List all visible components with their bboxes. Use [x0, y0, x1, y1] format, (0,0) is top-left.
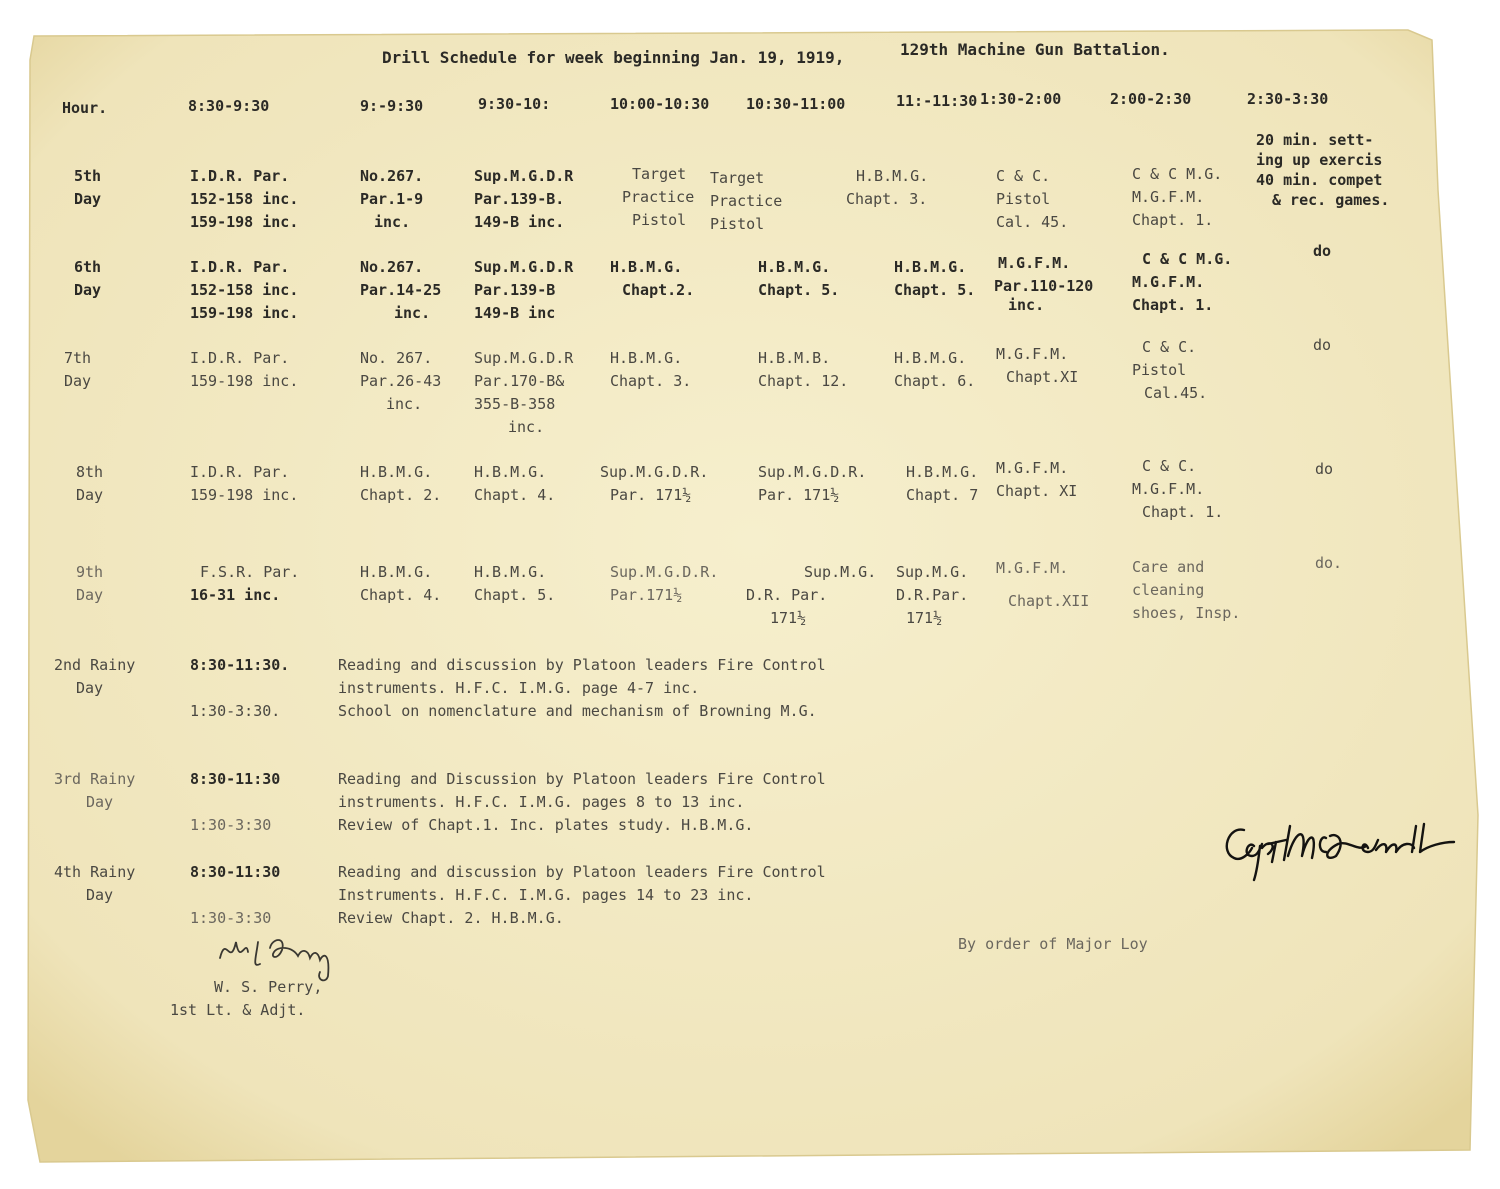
cell-line: C & C M.G. — [1142, 250, 1233, 268]
schedule-cell — [610, 347, 691, 393]
cell-line: Care and — [1132, 558, 1205, 576]
cell-line: Sup.M.G.D.R — [474, 258, 574, 276]
schedule-cell — [360, 165, 423, 234]
cell-line: Chapt. 3. — [610, 372, 692, 390]
rainy-time: 8:30-11:30 — [190, 863, 281, 881]
day-label: Day — [76, 679, 104, 697]
cell-line: Target — [632, 165, 687, 183]
cell-line: & rec. games. — [1272, 191, 1390, 209]
cell-line: No.267. — [360, 167, 424, 185]
cell-line: M.G.F.M. — [1132, 188, 1205, 206]
captain-signature-icon — [1218, 812, 1468, 884]
cell-line: inc. — [394, 304, 431, 322]
schedule-cell — [474, 561, 555, 607]
document-title: Drill Schedule for week beginning Jan. 19, 1919, — [382, 48, 845, 67]
cell-line: Par.26-43 — [360, 372, 442, 390]
cell-line: M.G.F.M. — [998, 254, 1071, 272]
cell-line: F.S.R. Par. — [200, 563, 300, 581]
schedule-cell — [610, 561, 718, 607]
schedule-cell — [894, 256, 975, 302]
cell-line: 16-31 inc. — [190, 586, 281, 604]
cell-line: 171½ — [906, 609, 943, 627]
cell-line: M.G.F.M. — [1132, 273, 1205, 291]
cell-line: Par. 171½ — [758, 486, 840, 504]
schedule-cell — [360, 461, 441, 507]
cell-line: I.D.R. Par. — [190, 167, 290, 185]
cell-line: Chapt. 5. — [474, 586, 556, 604]
cell-line: Chapt. 1. — [1142, 503, 1224, 521]
cell-line: C & C. — [996, 167, 1051, 185]
rainy-time: 1:30-3:30. — [190, 702, 281, 720]
day-label: Day — [86, 886, 114, 904]
schedule-cell — [758, 461, 866, 507]
time-col-2: 9:-9:30 — [360, 97, 424, 115]
day-label: 9th — [76, 563, 104, 581]
signatory-name: W. S. Perry, — [214, 978, 323, 996]
cell-line: inc. — [386, 395, 423, 413]
rainy-time: 8:30-11:30 — [190, 770, 281, 788]
cell-line: H.B.M.G. — [906, 463, 979, 481]
cell-line: 149-B inc. — [474, 213, 565, 231]
cell-line: Chapt.XII — [1008, 592, 1090, 610]
day-label: Day — [74, 190, 102, 208]
cell-line: H.B.M.G. — [856, 167, 929, 185]
cell-line: Sup.M.G.D.R. — [758, 463, 867, 481]
schedule-cell — [994, 252, 1093, 321]
cell-line: ing up exercis — [1256, 151, 1383, 169]
rainy-activity: Instruments. H.F.C. I.M.G. pages 14 to 23 inc. — [338, 886, 754, 904]
cell-line: Par.170-B& — [474, 372, 565, 390]
cell-line: H.B.M.G. — [894, 258, 967, 276]
rainy-activity: instruments. H.F.C. I.M.G. page 4-7 inc. — [338, 679, 700, 697]
time-col-7: 1:30-2:00 — [980, 90, 1062, 108]
cell-line: Chapt. 4. — [360, 586, 442, 604]
schedule-cell — [1132, 455, 1224, 524]
ditto-mark: do — [1315, 460, 1334, 478]
day-label: 4th Rainy — [54, 863, 136, 881]
time-col-3: 9:30-10: — [478, 95, 551, 113]
cell-line: inc. — [508, 418, 545, 436]
rainy-activity: Reading and Discussion by Platoon leaders Fire Control — [338, 770, 826, 788]
cell-line: 159-198 inc. — [190, 213, 299, 231]
cell-line: 171½ — [770, 609, 807, 627]
cell-line: H.B.M.G. — [610, 258, 683, 276]
schedule-cell — [190, 561, 300, 607]
schedule-cell — [360, 561, 441, 607]
cell-line: Pistol — [996, 190, 1051, 208]
schedule-cell — [996, 557, 1090, 610]
schedule-cell — [710, 167, 782, 236]
cell-line: Chapt.XI — [1006, 368, 1079, 386]
schedule-cell — [360, 256, 441, 325]
schedule-cell — [996, 165, 1068, 234]
rainy-activity: Review of Chapt.1. Inc. plates study. H.B.M.G. — [338, 816, 754, 834]
cell-line: 20 min. sett- — [1256, 131, 1374, 149]
cell-line: Par.110-120 — [994, 277, 1094, 295]
cell-line: M.G.F.M. — [996, 559, 1069, 577]
schedule-cell — [996, 343, 1079, 389]
cell-line: 159-198 inc. — [190, 304, 299, 322]
schedule-cell — [190, 165, 298, 234]
cell-line: I.D.R. Par. — [190, 349, 290, 367]
cell-line: Par.1-9 — [360, 190, 424, 208]
schedule-cell — [758, 347, 848, 393]
schedule-cell — [474, 347, 573, 439]
cell-line: 159-198 inc. — [190, 486, 299, 504]
day-label: Day — [74, 281, 102, 299]
day-label: Day — [76, 486, 104, 504]
cell-line: H.B.M.G. — [894, 349, 967, 367]
cell-line: H.B.M.G. — [360, 563, 433, 581]
cell-line: Par. 171½ — [610, 486, 692, 504]
cell-line: Target — [710, 169, 765, 187]
cell-line: 149-B inc — [474, 304, 556, 322]
cell-line: D.R. Par. — [746, 586, 828, 604]
cell-line: Chapt. 3. — [846, 190, 928, 208]
cell-line: shoes, Insp. — [1132, 604, 1241, 622]
cell-line: M.G.F.M. — [1132, 480, 1205, 498]
schedule-cell — [1132, 163, 1222, 232]
cell-line: M.G.F.M. — [996, 459, 1069, 477]
cell-line: I.D.R. Par. — [190, 258, 290, 276]
schedule-cell — [758, 256, 839, 302]
schedule-cell — [474, 256, 573, 325]
rainy-activity: Review Chapt. 2. H.B.M.G. — [338, 909, 564, 927]
schedule-cell — [190, 347, 298, 393]
cell-line: Pistol — [1132, 361, 1187, 379]
cell-line: Par.171½ — [610, 586, 683, 604]
schedule-cell — [622, 163, 694, 232]
time-col-4: 10:00-10:30 — [610, 95, 710, 113]
cell-line: Chapt.2. — [622, 281, 695, 299]
cell-line: No.267. — [360, 258, 424, 276]
cell-line: Sup.M.G.D.R — [474, 167, 574, 185]
schedule-cell — [896, 561, 968, 630]
rainy-activity: Reading and discussion by Platoon leaders Fire Control — [338, 863, 826, 881]
schedule-cell — [474, 165, 573, 234]
rainy-activity: Reading and discussion by Platoon leaders Fire Control — [338, 656, 826, 674]
day-label: 5th — [74, 167, 102, 185]
cell-line: H.B.M.G. — [360, 463, 433, 481]
cell-line: inc. — [374, 213, 411, 231]
cell-line: C & C. — [1142, 338, 1197, 356]
cell-line: cleaning — [1132, 581, 1205, 599]
cell-line: Chapt. 2. — [360, 486, 442, 504]
day-label: 8th — [76, 463, 104, 481]
rainy-activity: instruments. H.F.C. I.M.G. pages 8 to 13 inc. — [338, 793, 745, 811]
cell-line: Chapt. 5. — [758, 281, 840, 299]
cell-line: inc. — [1008, 296, 1045, 314]
day-label: Day — [86, 793, 114, 811]
schedule-cell — [610, 256, 695, 302]
rainy-time: 8:30-11:30. — [190, 656, 290, 674]
cell-line: Chapt. 4. — [474, 486, 556, 504]
ditto-mark: do — [1313, 242, 1332, 260]
time-col-1: 8:30-9:30 — [188, 97, 270, 115]
cell-line: Chapt. 12. — [758, 372, 849, 390]
cell-line: H.B.M.G. — [610, 349, 683, 367]
schedule-cell — [894, 347, 975, 393]
ditto-mark: do — [1313, 336, 1332, 354]
cell-line: Chapt. 5. — [894, 281, 976, 299]
cell-line: 355-B-358 — [474, 395, 556, 413]
schedule-cell — [996, 457, 1077, 503]
cell-line: Chapt. XI — [996, 482, 1078, 500]
cell-line: M.G.F.M. — [996, 345, 1069, 363]
schedule-cell — [1256, 130, 1390, 210]
schedule-cell — [600, 461, 708, 507]
cell-line: I.D.R. Par. — [190, 463, 290, 481]
time-col-6: 11:-11:30 — [896, 92, 978, 110]
schedule-cell — [360, 347, 441, 416]
cell-line: Practice — [710, 192, 783, 210]
cell-line: C & C. — [1142, 457, 1197, 475]
schedule-cell — [474, 461, 555, 507]
cell-line: H.B.M.G. — [474, 563, 547, 581]
cell-line: Sup.M.G. — [896, 563, 969, 581]
cell-line: No. 267. — [360, 349, 433, 367]
rainy-activity: School on nomenclature and mechanism of Browning M.G. — [338, 702, 817, 720]
day-label: 6th — [74, 258, 102, 276]
cell-line: Chapt. 7 — [906, 486, 979, 504]
cell-line: H.B.M.G. — [758, 258, 831, 276]
cell-line: Chapt. 1. — [1132, 296, 1214, 314]
ditto-mark: do. — [1315, 554, 1343, 572]
rainy-time: 1:30-3:30 — [190, 909, 272, 927]
cell-line: Chapt. 6. — [894, 372, 976, 390]
cell-line: Pistol — [632, 211, 687, 229]
day-label: 2nd Rainy — [54, 656, 136, 674]
cell-line: H.B.M.B. — [758, 349, 831, 367]
day-label: 7th — [64, 349, 92, 367]
schedule-cell — [906, 461, 978, 507]
schedule-cell — [190, 256, 298, 325]
day-label: 3rd Rainy — [54, 770, 136, 788]
schedule-cell — [746, 561, 877, 630]
day-label: Day — [76, 586, 104, 604]
cell-line: H.B.M.G. — [474, 463, 547, 481]
cell-line: Par.139-B — [474, 281, 556, 299]
cell-line: Sup.M.G.D.R. — [600, 463, 709, 481]
battalion-name: 129th Machine Gun Battalion. — [900, 40, 1170, 59]
time-col-9: 2:30-3:30 — [1247, 90, 1329, 108]
cell-line: 152-158 inc. — [190, 190, 299, 208]
schedule-cell — [1132, 336, 1208, 405]
cell-line: Sup.M.G.D.R — [474, 349, 574, 367]
time-col-5: 10:30-11:00 — [746, 95, 846, 113]
hour-label: Hour. — [62, 99, 108, 117]
cell-line: Sup.M.G.D.R. — [610, 563, 719, 581]
cell-line: 159-198 inc. — [190, 372, 299, 390]
cell-line: D.R.Par. — [896, 586, 969, 604]
cell-line: Pistol — [710, 215, 765, 233]
signatory-title: 1st Lt. & Adjt. — [170, 1001, 306, 1019]
time-col-8: 2:00-2:30 — [1110, 90, 1192, 108]
cell-line: Par.139-B. — [474, 190, 565, 208]
cell-line: Practice — [622, 188, 695, 206]
schedule-cell — [190, 461, 298, 507]
schedule-cell — [1132, 556, 1240, 625]
schedule-cell — [846, 165, 927, 211]
cell-line: Cal. 45. — [996, 213, 1069, 231]
schedule-cell — [1132, 248, 1233, 317]
cell-line: Par.14-25 — [360, 281, 442, 299]
by-order-line: By order of Major Loy — [958, 935, 1148, 953]
cell-line: Cal.45. — [1144, 384, 1208, 402]
cell-line: Sup.M.G. — [804, 563, 877, 581]
cell-line: Chapt. 1. — [1132, 211, 1214, 229]
cell-line: 40 min. compet — [1256, 171, 1383, 189]
day-label: Day — [64, 372, 92, 390]
cell-line: 152-158 inc. — [190, 281, 299, 299]
cell-line: C & C M.G. — [1132, 165, 1223, 183]
rainy-time: 1:30-3:30 — [190, 816, 272, 834]
